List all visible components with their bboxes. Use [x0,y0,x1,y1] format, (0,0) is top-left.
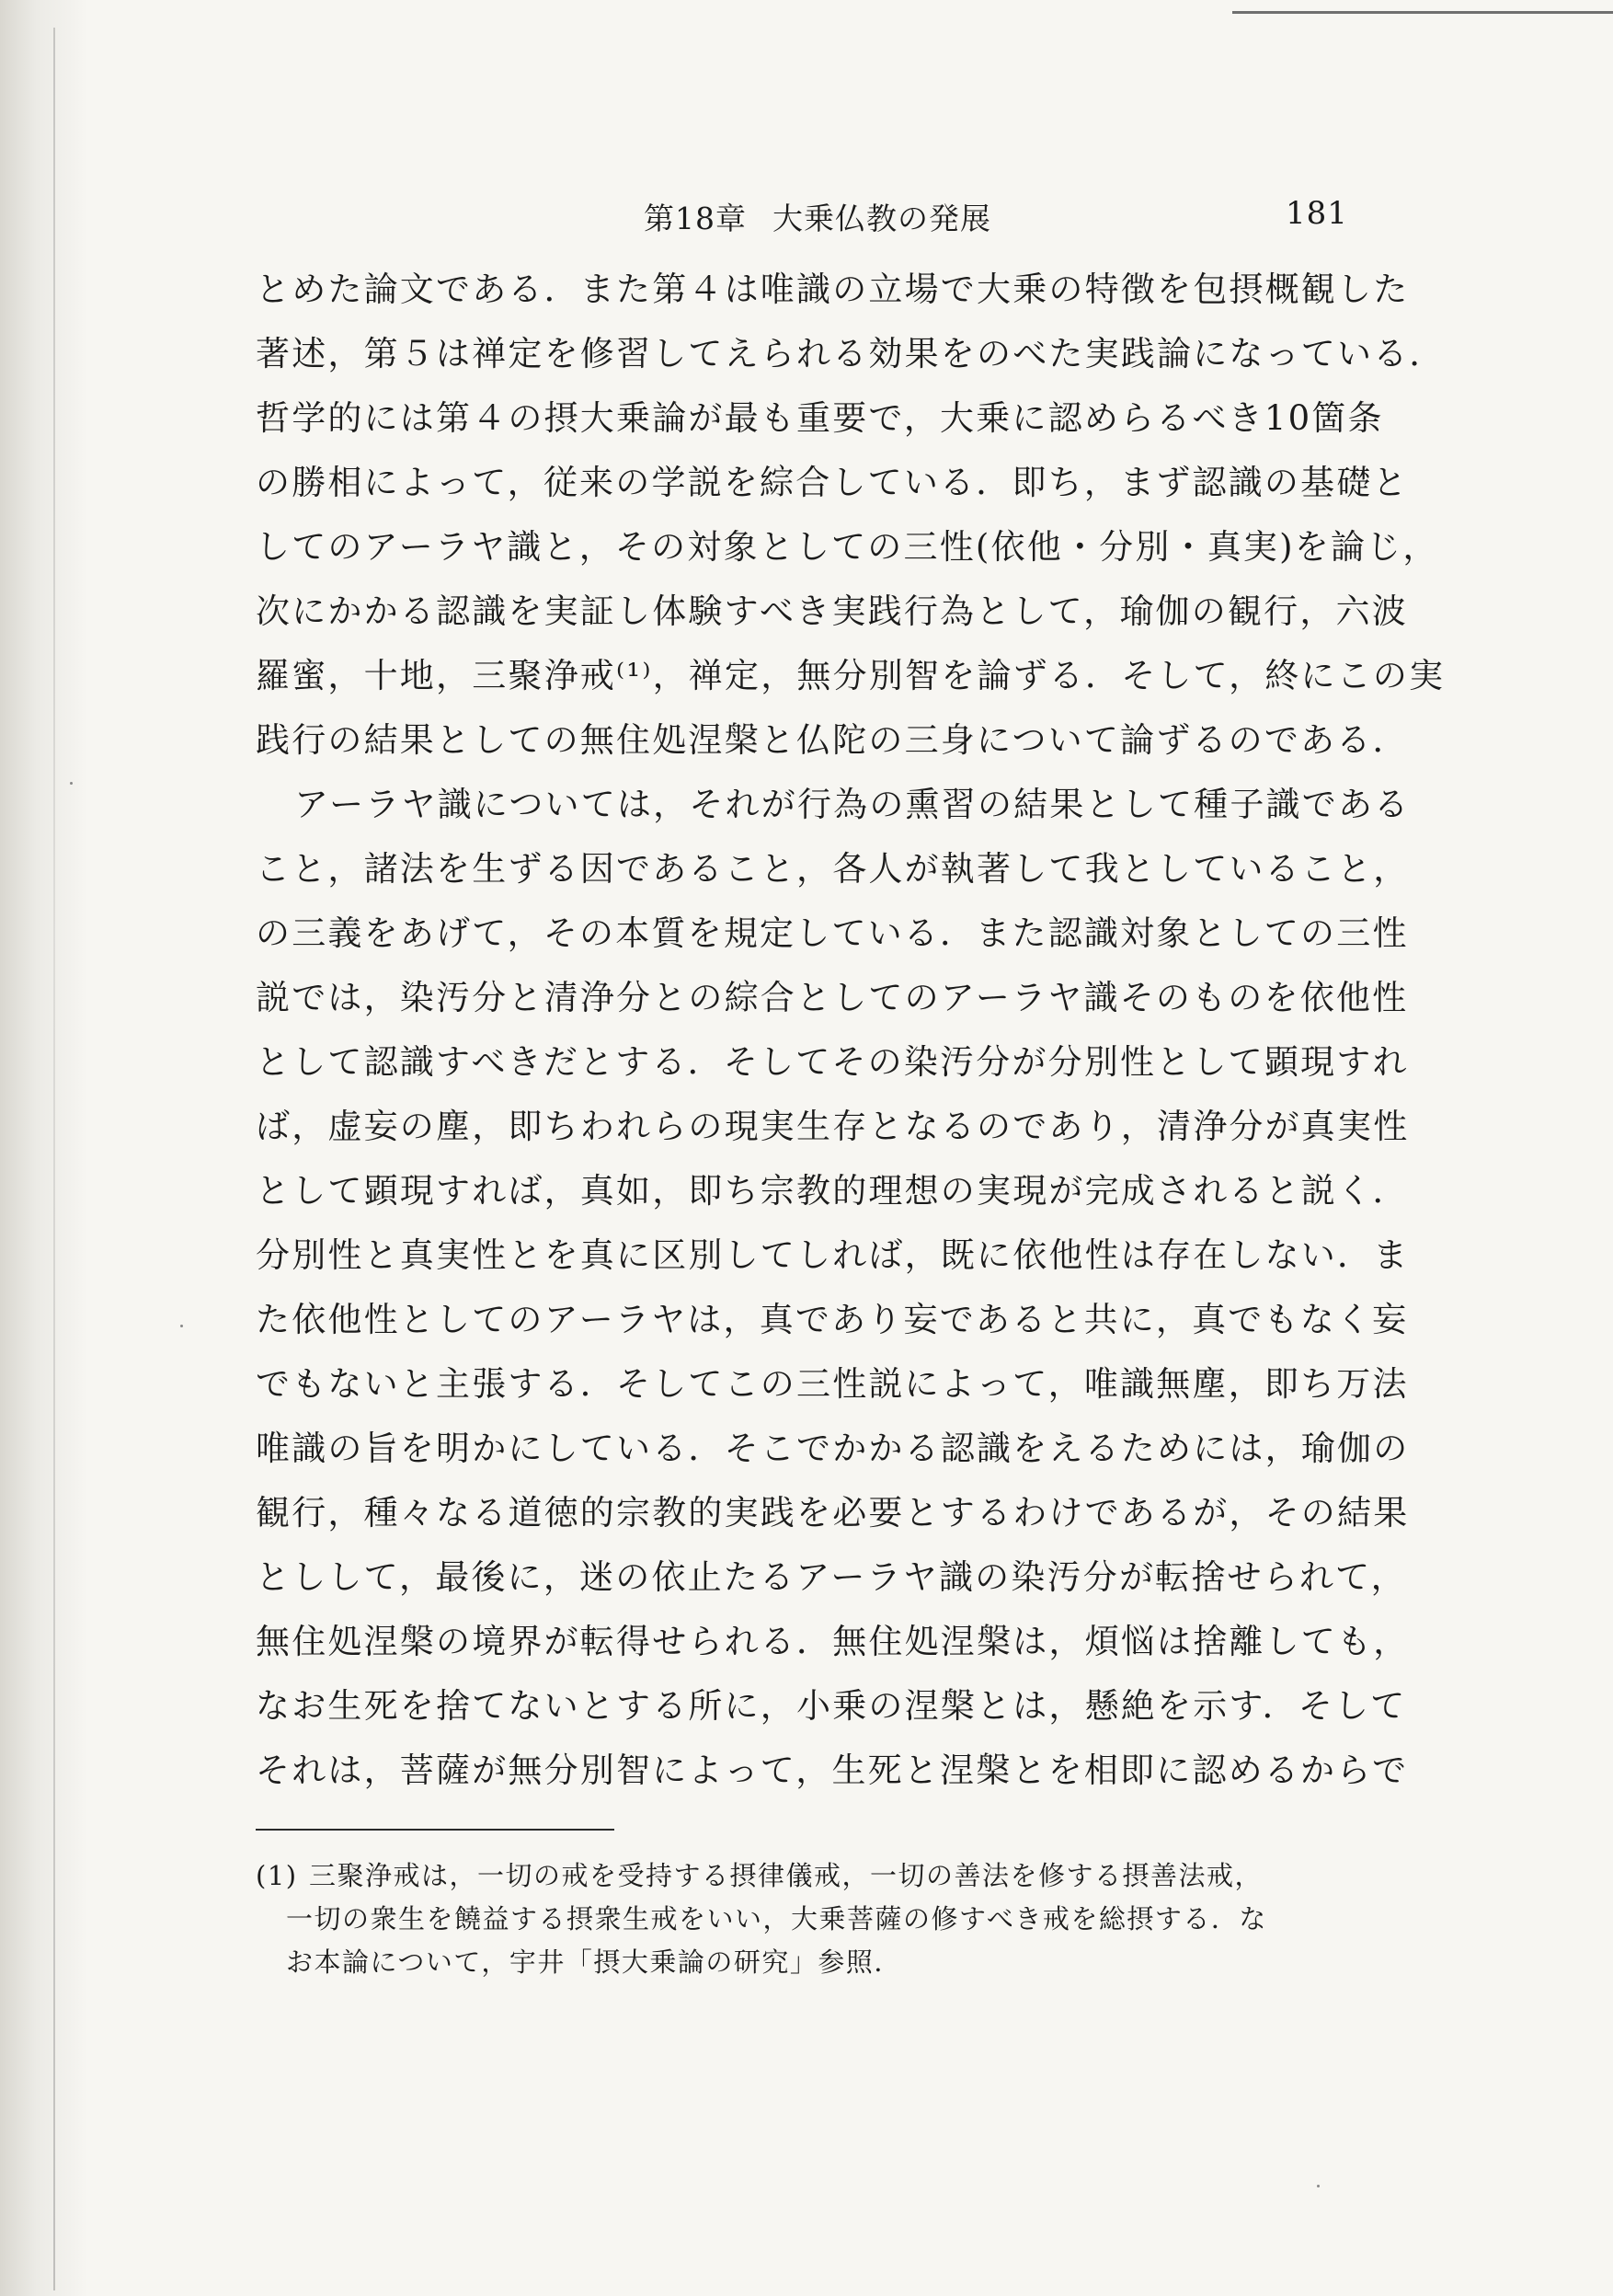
footnote-line: お本論について，宇井「摂大乗論の研究」参照． [286,1946,902,1978]
footnote-marker: (1) [256,1860,298,1891]
binding-shadow-line [53,28,55,2290]
text-line: ば，虚妄の塵，即ちわれらの現実生存となるのであり，清浄分が真実性 [256,1107,1410,1146]
footnote [256,1854,1359,1984]
chapter-title: 大乗仏教の発展 [772,201,991,236]
paragraph-start-line: アーラヤ識については，それが行為の熏習の結果として種子識である [294,785,1411,824]
chapter-number: 第18章 [644,201,747,236]
text-line: の三義をあげて，その本質を規定している．また認識対象としての三性 [256,913,1409,953]
body-text [256,258,1446,1803]
text-line: としして，最後に，迷の依止たるアーラヤ識の染汚分が転捨せられて， [256,1557,1407,1597]
text-line: それは，菩薩が無分別智によって，生死と涅槃とを相即に認めるからで [256,1751,1409,1790]
scan-speck [70,782,73,785]
text-line: 著述，第５は禅定を修習してえられる効果をのべた実践論になっている． [256,334,1446,373]
footnote-text: 三聚浄戒は，一切の戒を受持する摂律儀戒，一切の善法を修する摂善法戒， [309,1860,1264,1891]
text-line: として顕現すれば，真如，即ち宗教的理想の実現が完成されると説く． [256,1171,1409,1211]
footnote-line: 一切の衆生を饒益する摂衆生戒をいい，大乗菩薩の修すべき戒を総摂する．な [286,1903,1267,1934]
text-line: 無住処涅槃の境界が転得せられる．無住処涅槃は，煩悩は捨離しても， [256,1622,1410,1661]
text-line: の勝相によって，従来の学説を綜合している．即ち，まず認識の基礎と [256,463,1409,502]
text-line: 羅蜜，十地，三聚浄戒⁽¹⁾，禅定，無分別智を論ずる．そして，終にこの実 [256,656,1446,695]
page-number: 181 [1286,195,1348,232]
text-line: こと，諸法を生ずる因であること，各人が執著して我としていること， [256,849,1410,889]
text-line: でもないと主張する．そしてこの三性説によって，唯識無塵，即ち万法 [256,1364,1409,1404]
footnote-divider [256,1829,614,1831]
text-line: 哲学的には第４の摂大乗論が最も重要で，大乗に認めらるべき10箇条 [256,398,1384,438]
text-line: 説では，染汚分と清浄分との綜合としてのアーラヤ識そのものを依他性 [256,978,1409,1017]
top-edge-rule [1232,11,1613,14]
text-line: 唯識の旨を明かにしている．そこでかかる認識をえるためには，瑜伽の [256,1429,1410,1468]
text-line: してのアーラヤ識と，その対象としての三性(依他・分別・真実)を論じ， [256,527,1439,567]
text-line: とめた論文である．また第４は唯識の立場で大乗の特徴を包摂概観した [256,270,1410,309]
text-line: なお生死を捨てないとする所に，小乗の涅槃とは，懸絶を示す．そして [256,1686,1407,1726]
text-line: 次にかかる認識を実証し体験すべき実践行為として，瑜伽の観行，六波 [256,591,1408,631]
text-line: 分別性と真実性とを真に区別してしれば，既に依他性は存在しない．ま [256,1235,1410,1275]
text-line: として認識すべきだとする．そしてその染汚分が分別性として顕現すれ [256,1042,1409,1082]
scan-speck [180,1325,183,1327]
text-line: 践行の結果としての無住処涅槃と仏陀の三身について論ずるのである． [256,720,1409,760]
text-line: た依他性としてのアーラヤは，真であり妄であると共に，真でもなく妄 [256,1300,1409,1339]
footnote-line [256,1854,1359,1898]
scan-speck [1317,2185,1320,2187]
running-head [644,195,991,238]
text-line: 観行，種々なる道徳的宗教的実践を必要とするわけであるが，その結果 [256,1493,1410,1533]
scan-left-edge [0,0,87,2296]
